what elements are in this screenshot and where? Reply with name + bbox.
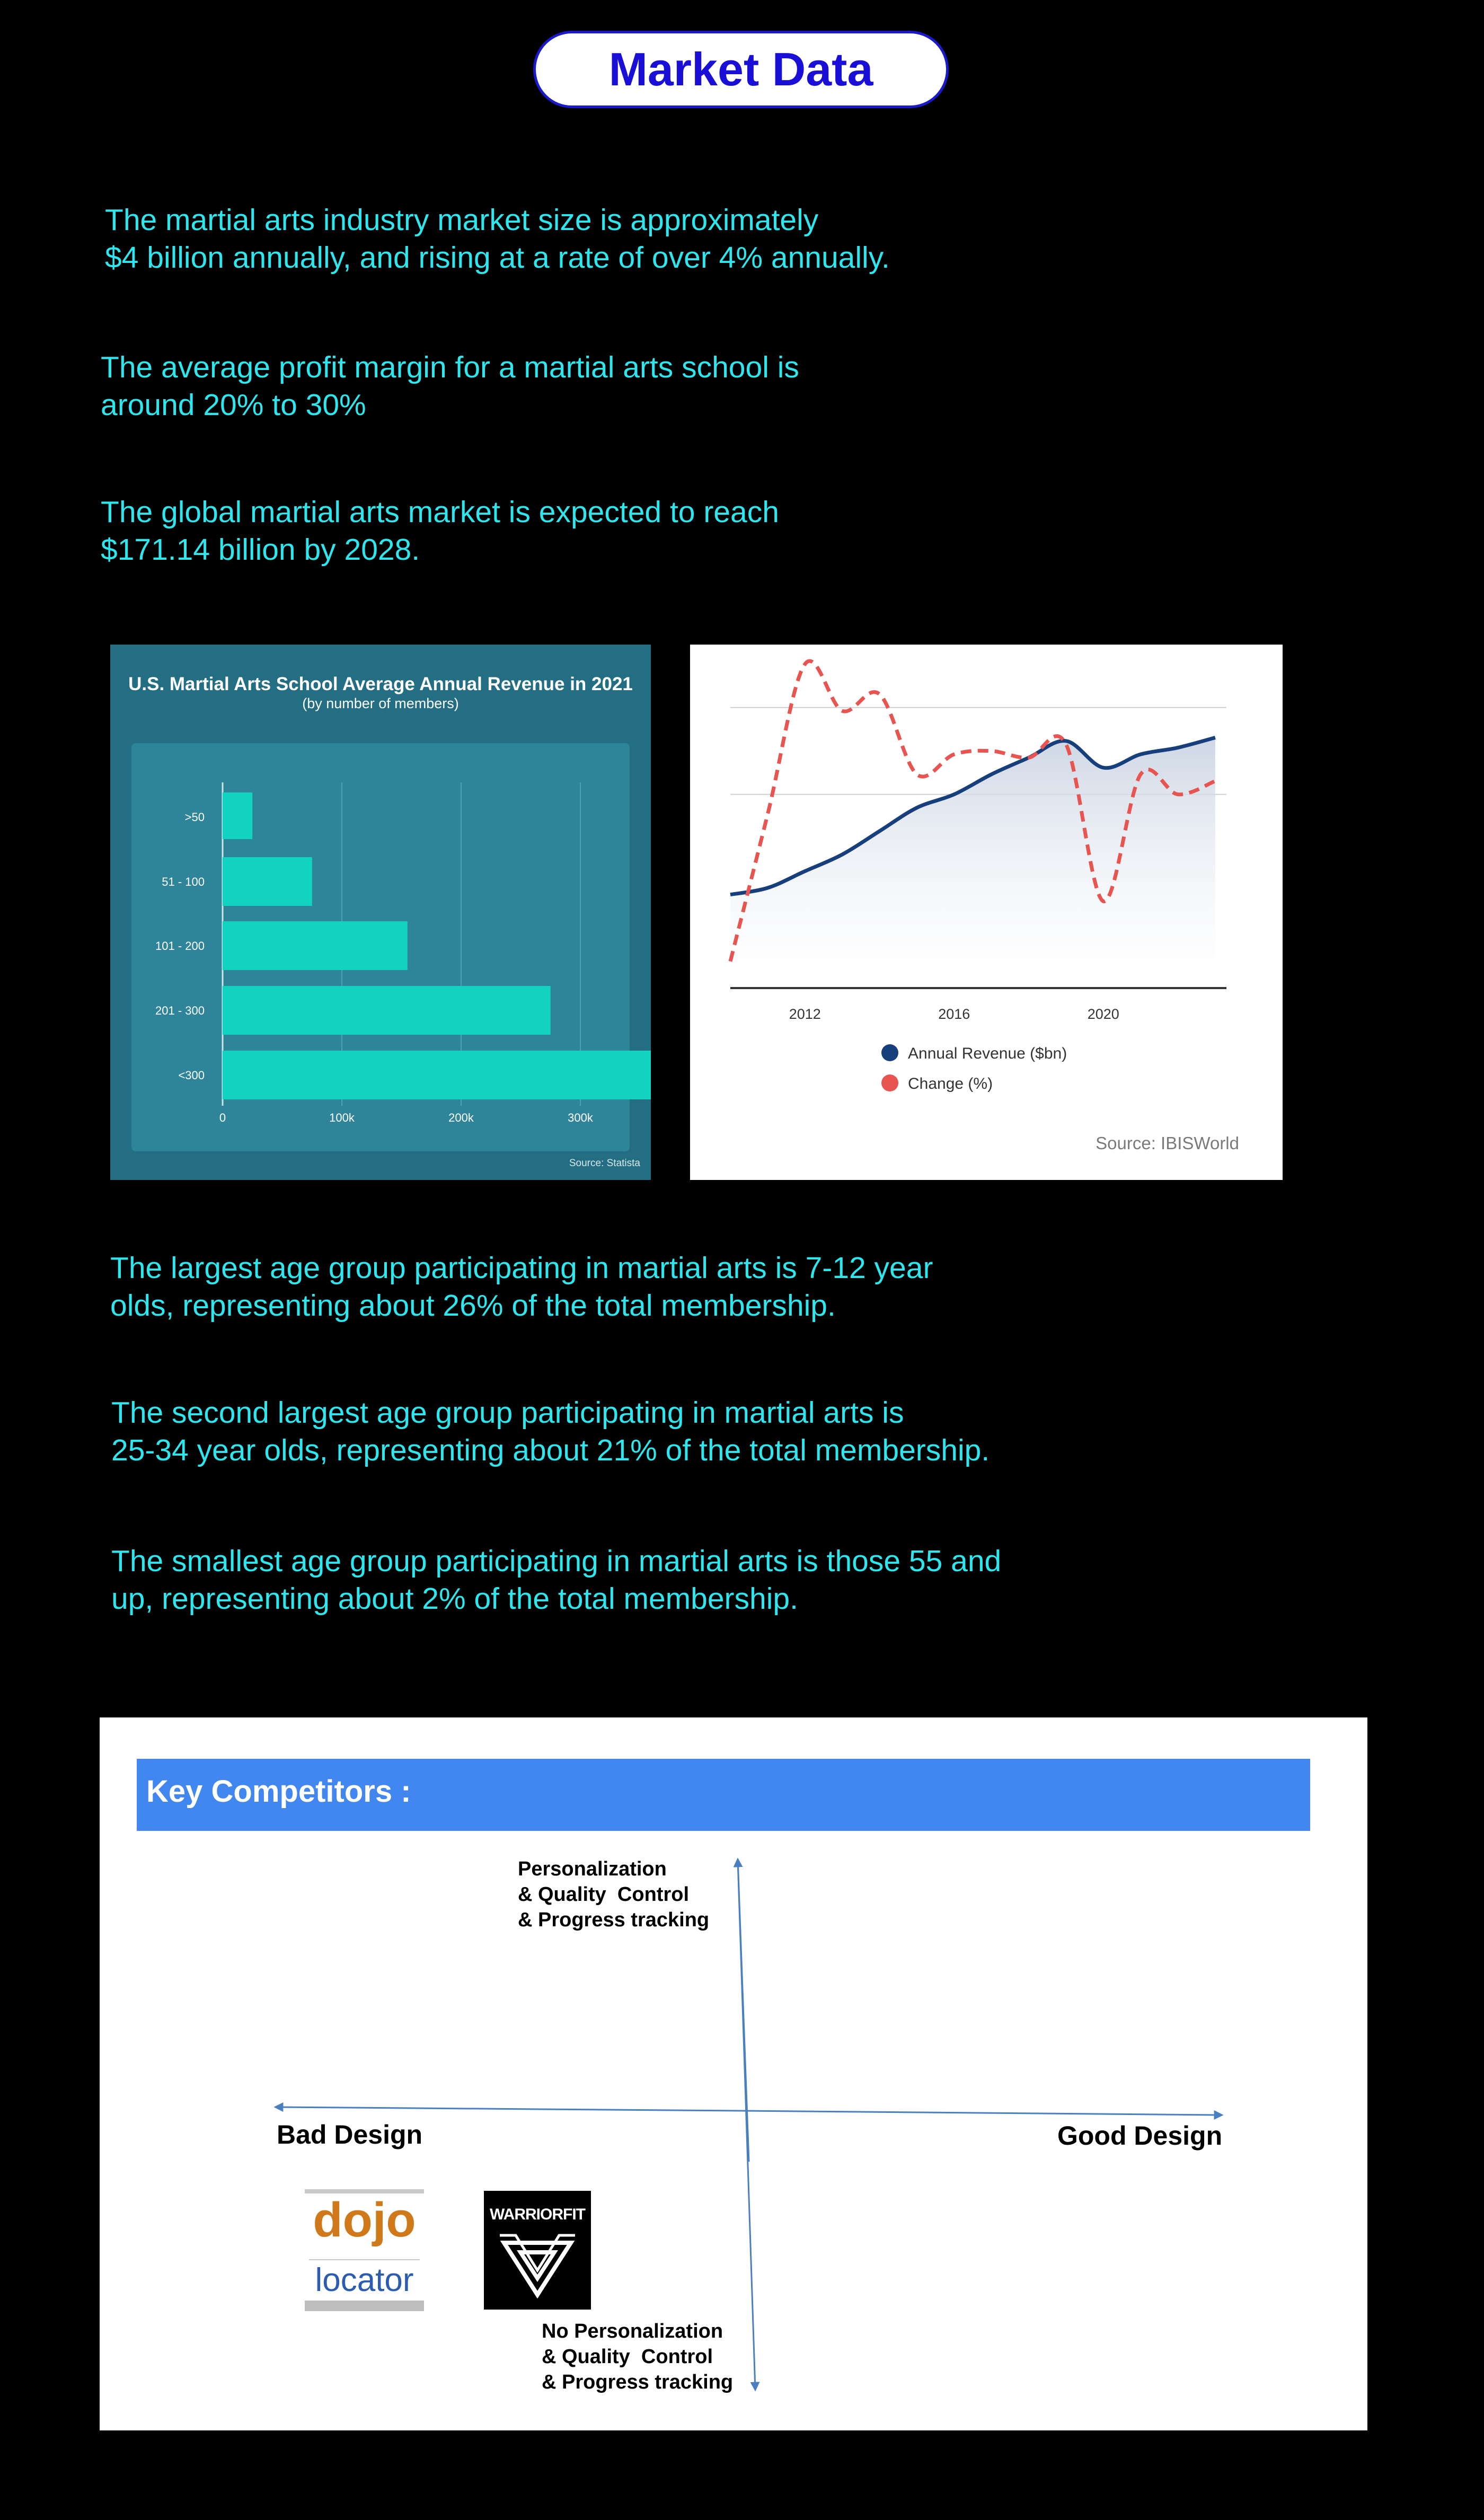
axis-top-label: Personalization & Quality Control & Progress tracking	[518, 1858, 710, 1931]
bar-category-label: <300	[178, 1069, 205, 1082]
fact-largest-age-group: The largest age group participating in martial arts is 7-12 year olds, representing about 26% of the total membership.	[110, 1251, 933, 1323]
bar-category-label: 201 - 300	[155, 1004, 205, 1017]
bar-category-label: 51 - 100	[162, 875, 205, 888]
warriorfit-emblem-icon	[484, 2191, 591, 2310]
fact-global-market: The global martial arts market is expected to reach $171.14 billion by 2028.	[101, 495, 779, 567]
fact-smallest-age-group: The smallest age group participating in martial arts is those 55 and up, representing about 2% of the total membership.	[111, 1544, 1002, 1616]
bar-x-tick-label: 300k	[568, 1111, 593, 1124]
fact-second-age-group: The second largest age group participating in martial arts is 25-34 year olds, representing about 21% of the total membership.	[111, 1396, 990, 1467]
warriorfit-logo-text: WARRIORFIT	[490, 2206, 585, 2223]
line-x-tick-label: 2016	[938, 1006, 970, 1022]
bar-chart-title: U.S. Martial Arts School Average Annual Revenue in 2021	[128, 674, 633, 694]
bar-chart-source: Source: Statista	[569, 1158, 640, 1169]
line-chart-source: Source: IBISWorld	[1096, 1133, 1239, 1153]
line-x-tick-label: 2020	[1087, 1006, 1119, 1022]
fact-market-size: The martial arts industry market size is approximately $4 billion annually, and rising at a rate of over 4% annually.	[105, 203, 890, 275]
competitors-title: Key Competitors :	[146, 1774, 411, 1809]
vertical-axis-down-arrow	[738, 1860, 755, 2390]
bar-x-tick-label: 200k	[448, 1111, 474, 1124]
legend-revenue-label: Annual Revenue ($bn)	[908, 1045, 1067, 1062]
bar-category-label: >50	[184, 810, 205, 824]
bar-x-tick-label: 0	[219, 1111, 226, 1124]
axis-bottom-label: No Personalization & Quality Control & Progress tracking	[542, 2320, 734, 2393]
horizontal-axis-right-arrow	[742, 2111, 1222, 2115]
line-x-tick-label: 2012	[789, 1006, 821, 1022]
fact-profit-margin: The average profit margin for a martial arts school is around 20% to 30%	[101, 350, 799, 422]
bar-category-label: 101 - 200	[155, 939, 205, 953]
bar-x-tick-label: 100k	[329, 1111, 355, 1124]
locator-logo-text: locator	[315, 2262, 414, 2298]
axis-left-label: Bad Design	[277, 2120, 423, 2149]
axis-right-label: Good Design	[1057, 2121, 1223, 2151]
page-title: Market Data	[608, 43, 873, 95]
dojo-locator-logo	[305, 2189, 424, 2311]
legend-change-label: Change (%)	[908, 1075, 993, 1092]
horizontal-axis-left-arrow	[276, 2107, 742, 2111]
warriorfit-logo	[484, 2191, 591, 2310]
bar-chart-subtitle: (by number of members)	[302, 695, 459, 711]
dojo-logo-text: dojo	[313, 2193, 416, 2247]
